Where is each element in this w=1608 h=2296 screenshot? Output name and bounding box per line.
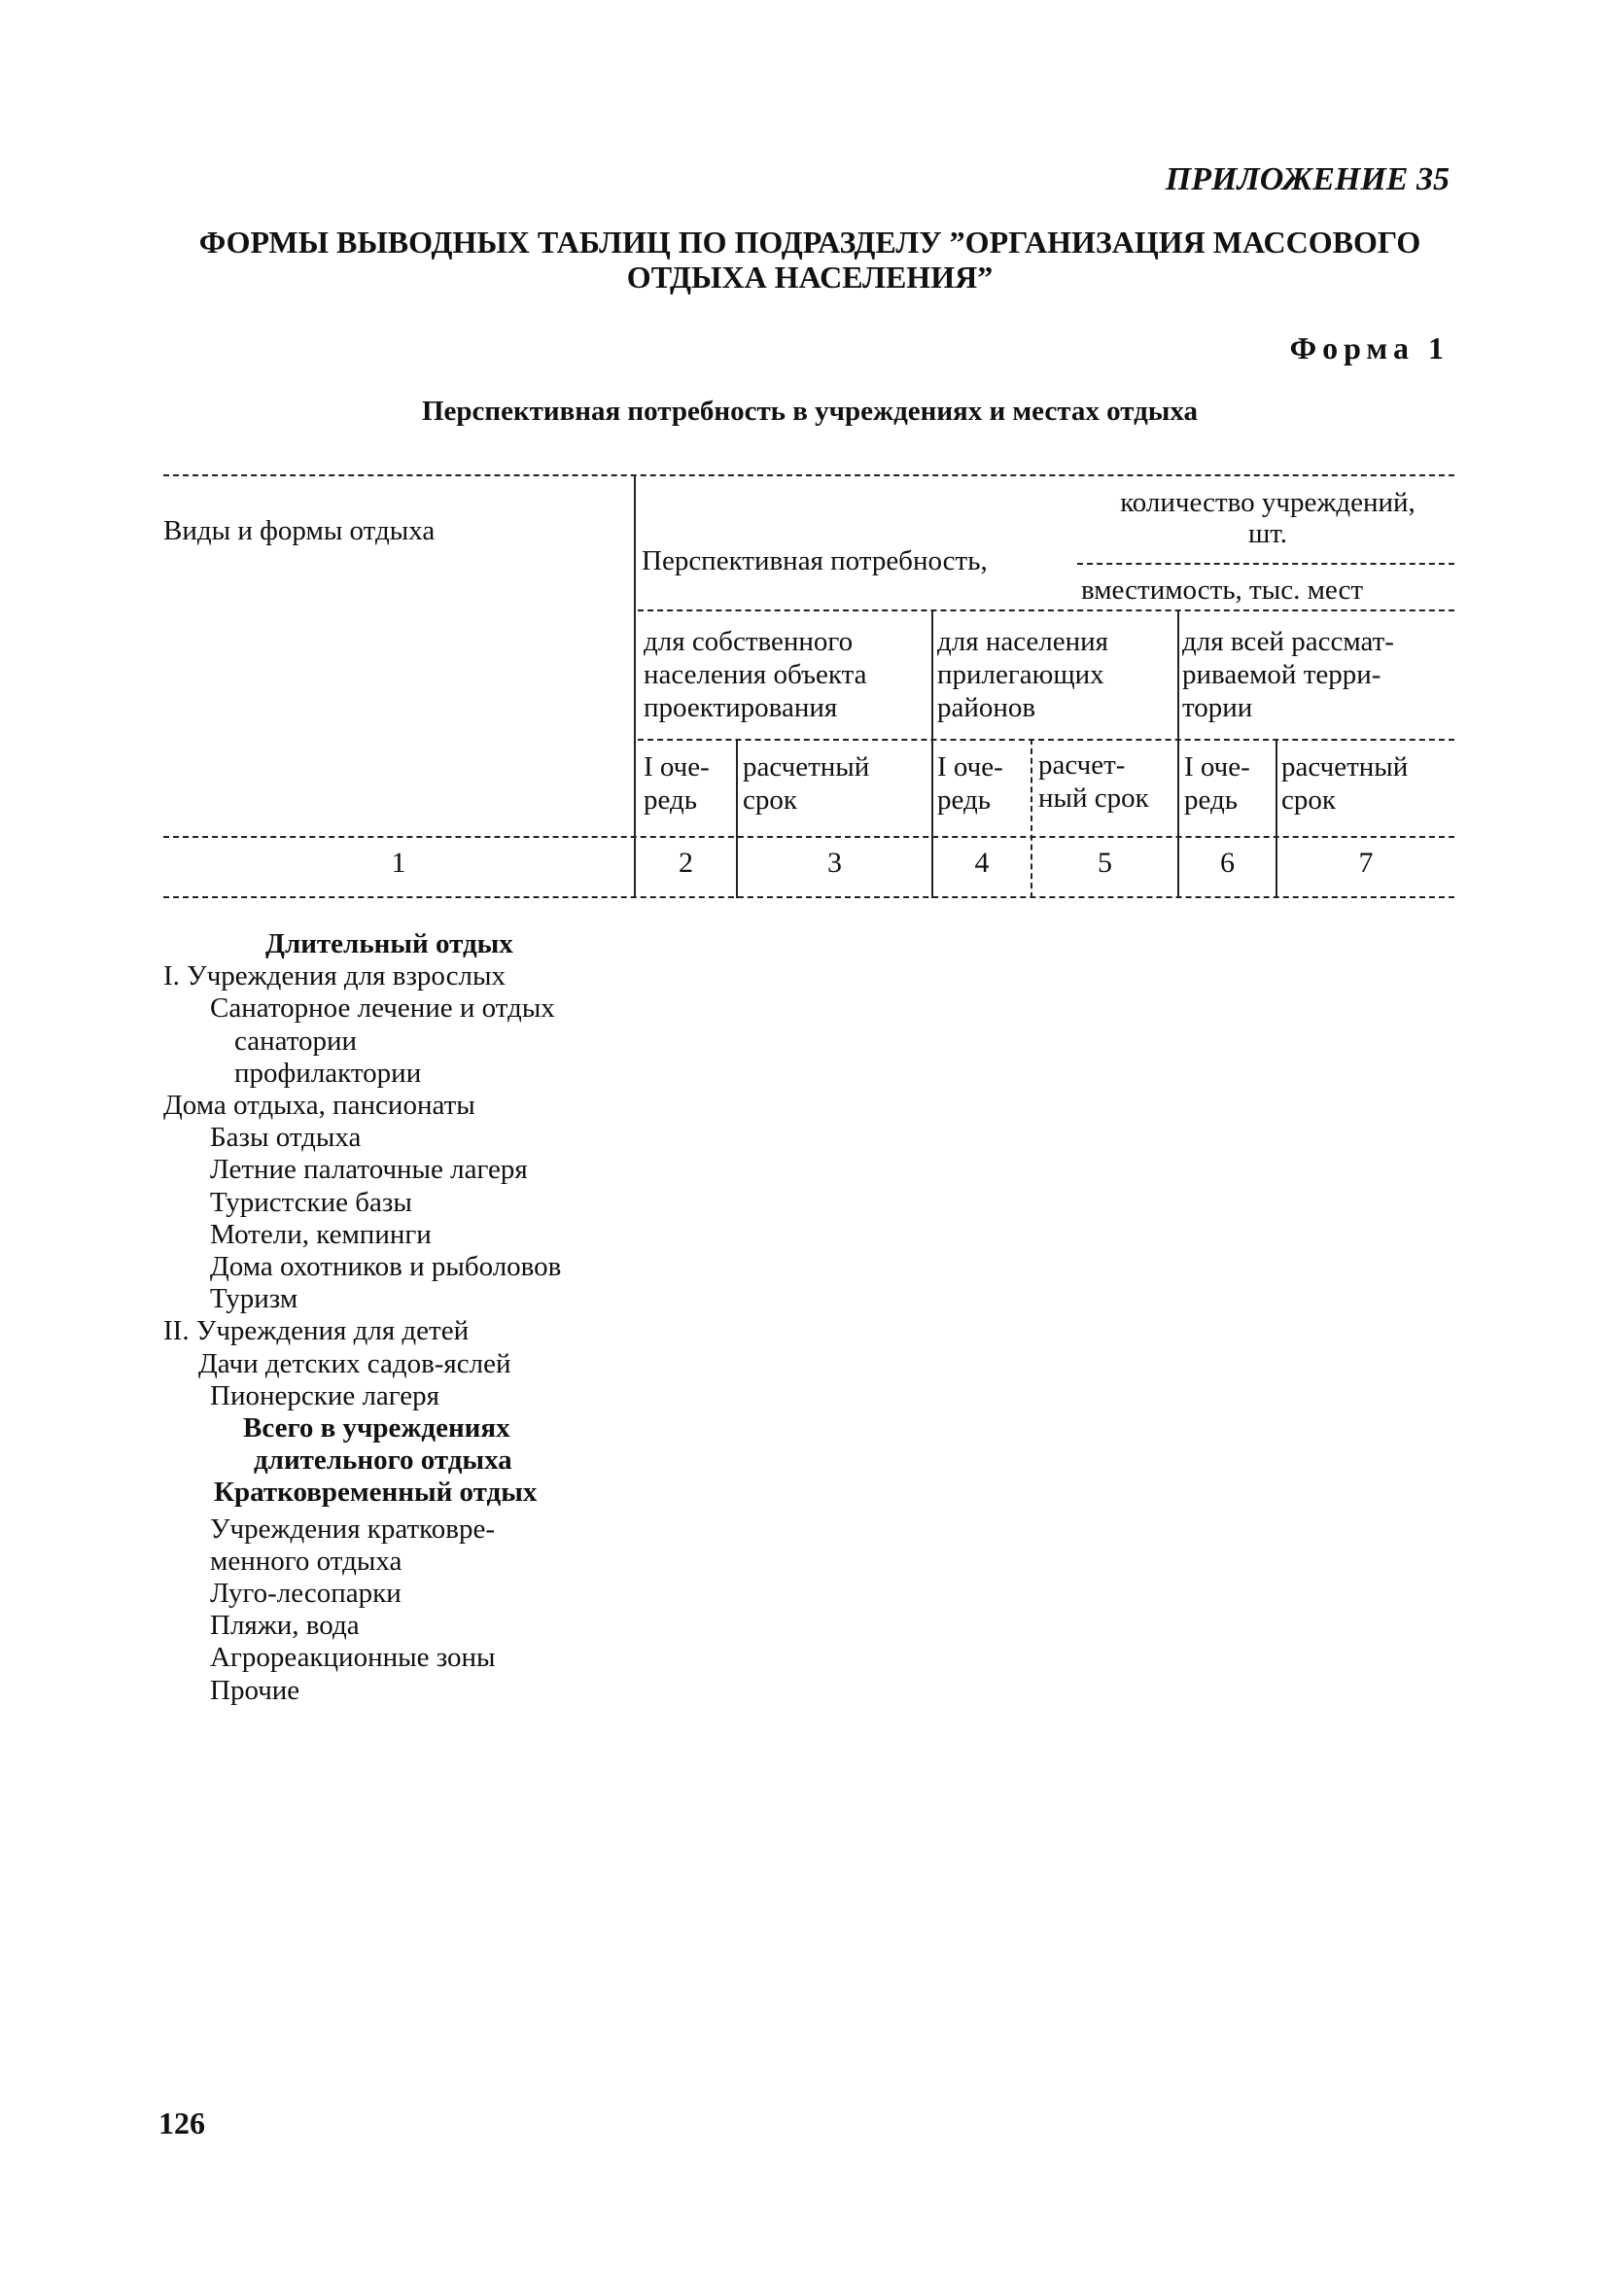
group-own-population: для собственного населения объекта проектирования: [644, 626, 867, 723]
header-fraction-denominator: вместимость, тыс. мест: [1081, 574, 1364, 606]
list-item: Базы отдыха: [210, 1122, 362, 1154]
list-item: Луго-лесопарки: [210, 1578, 402, 1610]
column-number-3: 3: [827, 847, 842, 879]
document-title-line-2: ОТДЫХА НАСЕЛЕНИЯ”: [626, 260, 994, 295]
form-label: Форма 1: [1289, 330, 1450, 365]
list-item: Агрореакционные зоны: [210, 1642, 496, 1674]
list-item: санатории: [234, 1025, 358, 1057]
list-item: Дома охотников и рыболовов: [210, 1251, 562, 1283]
list-item: Туристские базы: [210, 1186, 412, 1218]
header-rule-2: [638, 739, 1454, 741]
list-item: Пионерские лагеря: [210, 1379, 440, 1411]
table-subtitle: Перспективная потребность в учреждениях и местах отдыха: [421, 396, 1199, 427]
column-number-1: 1: [391, 847, 406, 879]
subheader-first-stage-2: I оче- редь: [937, 751, 1003, 816]
list-item: Туризм: [210, 1283, 298, 1315]
table-bottom-rule: [163, 896, 1454, 898]
header-rule-1: [638, 609, 1454, 611]
subheader-calc-term-3: расчетный срок: [1281, 751, 1409, 816]
group-adjacent-districts: для населения прилегающих районов: [937, 626, 1109, 723]
subheader-first-stage-1: I оче- редь: [644, 751, 710, 816]
header-fraction-numerator-1: количество учреждений,: [1120, 487, 1416, 518]
column-number-7: 7: [1358, 847, 1374, 879]
list-item: профилактории: [234, 1057, 422, 1089]
list-item: II. Учреждения для детей: [163, 1315, 470, 1347]
list-item: Мотели, кемпинги: [210, 1218, 432, 1250]
list-item: Санаторное лечение и отдых: [210, 992, 555, 1025]
fraction-rule: [1077, 563, 1454, 565]
list-item: Прочие: [210, 1674, 300, 1706]
appendix-label: ПРИЛОЖЕНИЕ 35: [1165, 161, 1450, 197]
column-number-4: 4: [974, 847, 990, 879]
subheader-calc-term-1: расчетный срок: [743, 751, 870, 816]
list-item: Дома отдыха, пансионаты: [163, 1090, 475, 1122]
total-long-rest-line-2: длительного отдыха: [254, 1444, 512, 1477]
total-long-rest-line-1: Всего в учреждениях: [243, 1412, 510, 1444]
list-item: Летние палаточные лагеря: [210, 1154, 528, 1186]
list-item: Учреждения кратковре-: [210, 1513, 496, 1545]
vline-col1: [634, 474, 636, 898]
list-item: Дачи детских садов-яслей: [198, 1347, 511, 1379]
list-item: менного отдыха: [210, 1545, 402, 1577]
header-bottom-rule: [163, 836, 1454, 838]
page-number: 126: [158, 2105, 205, 2140]
document-title-line-1: ФОРМЫ ВЫВОДНЫХ ТАБЛИЦ ПО ПОДРАЗДЕЛУ ”ОРГАНИЗАЦИЯ МАССОВОГО: [198, 225, 1421, 260]
table-body: [163, 928, 561, 1707]
group-whole-territory: для всей рассмат- риваемой терри- тории: [1182, 626, 1394, 723]
list-item: I. Учреждения для взрослых: [163, 960, 506, 992]
column-number-6: 6: [1220, 847, 1235, 879]
header-kinds-of-rest: Виды и формы отдыха: [163, 515, 436, 546]
table-top-rule: [163, 474, 1454, 476]
list-item: Пляжи, вода: [210, 1610, 360, 1642]
section-short-rest: Кратковременный отдых: [214, 1477, 538, 1509]
subheader-calc-term-2: расчет- ный срок: [1038, 749, 1149, 814]
header-fraction-numerator-2: шт.: [1247, 518, 1288, 549]
header-perspective-need: Перспективная потребность,: [642, 545, 988, 576]
section-long-rest: Длительный отдых: [265, 928, 513, 959]
column-number-5: 5: [1098, 847, 1112, 879]
subheader-first-stage-3: I оче- редь: [1184, 751, 1250, 816]
column-number-2: 2: [679, 847, 693, 879]
